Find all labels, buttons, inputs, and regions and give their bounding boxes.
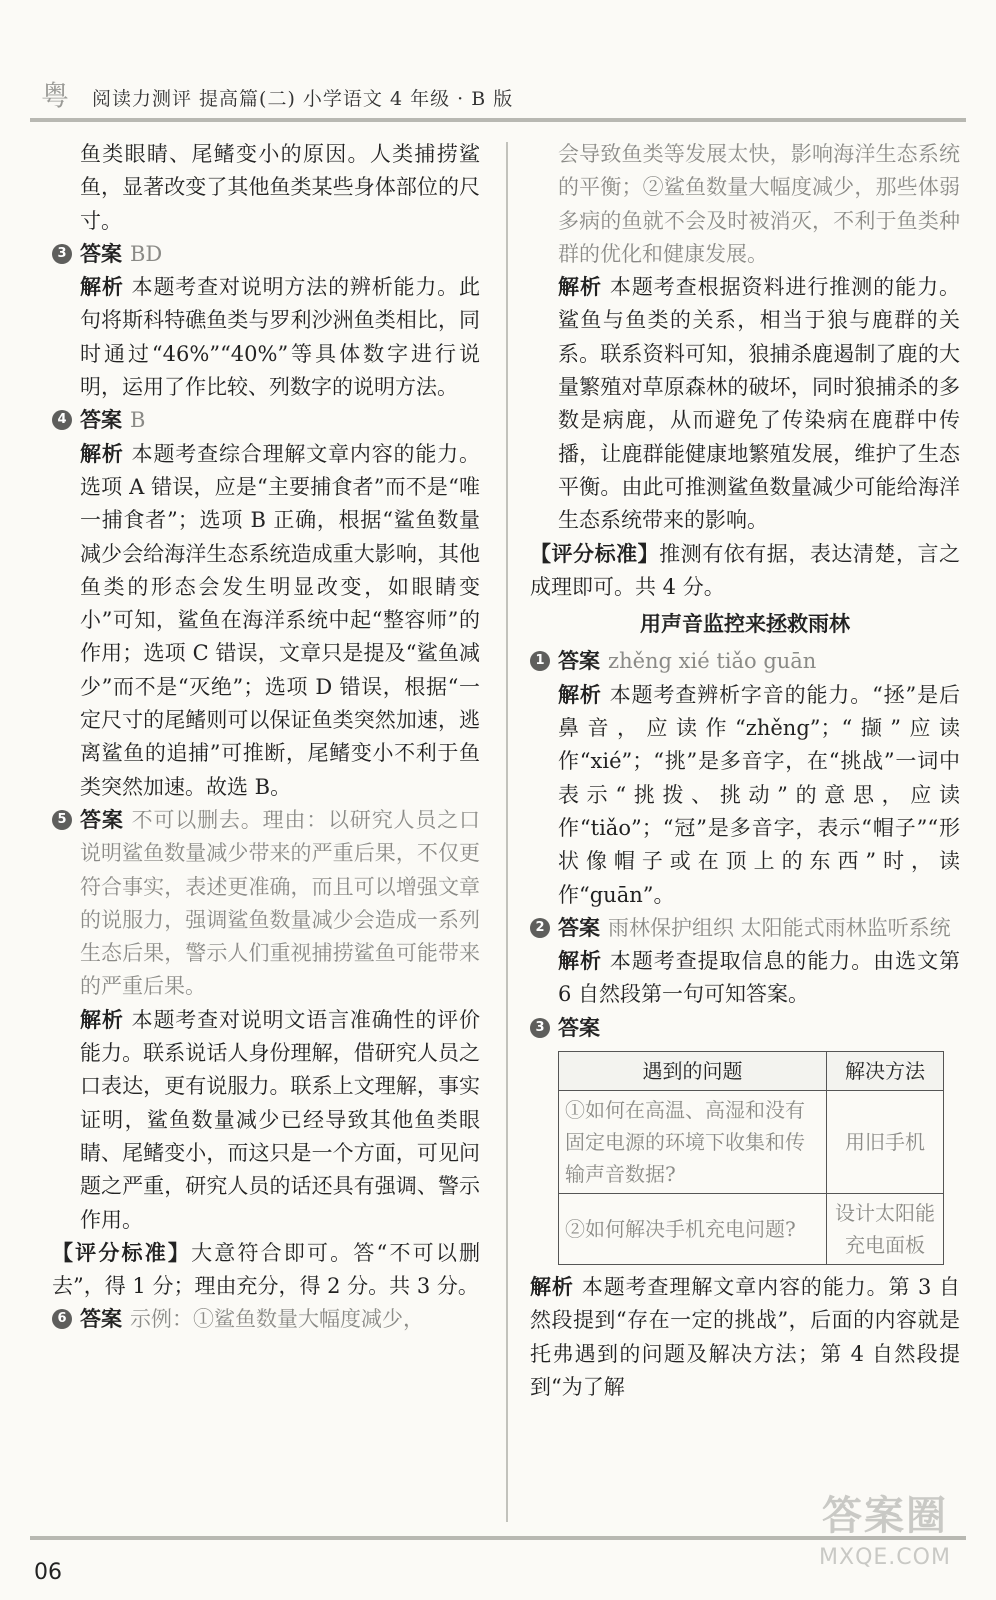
header-title: 阅读力测评 提高篇(二) 小学语文 4 年级 · B 版 [92, 88, 514, 110]
analysis-label: 解析 [80, 441, 124, 466]
page-header [30, 78, 966, 122]
grading-label: 【评分标准】 [530, 541, 660, 566]
grading-criteria-6 [530, 538, 960, 605]
grading-label: 【评分标准】 [52, 1240, 192, 1265]
rainforest-question-1 [530, 645, 960, 678]
question-number-badge: 3 [52, 244, 72, 264]
watermark-bottom: MXQE.COM [819, 1545, 951, 1570]
answer-text: 不可以删去。理由：以研究人员之口说明鲨鱼数量减少带来的严重后果，不仅更符合事实，表述更准确，而且可以增强文章的说服力，强调鲨鱼数量减少会造成一系列生态后果，警示人们重视捕捞鲨鱼可能带来的严重后果。 [80, 807, 481, 999]
question-number-badge: 4 [52, 410, 72, 430]
analysis-text: 本题考查提取信息的能力。由选文第 6 自然段第一句可知答案。 [558, 949, 961, 1007]
analysis-label: 解析 [80, 1007, 124, 1032]
table-row [559, 1091, 944, 1194]
analysis-label: 解析 [80, 275, 124, 300]
grading-text: 大意符合即可。答“不可以删去”，得 1 分；理由充分，得 2 分。共 3 分。 [52, 1240, 480, 1299]
rainforest-analysis-2 [530, 945, 960, 1012]
table-cell: 用旧手机 [827, 1091, 944, 1194]
analysis-label: 解析 [558, 275, 602, 300]
answer-label: 答案 [80, 408, 122, 433]
publisher-logo: 粤 [40, 79, 69, 112]
analysis-text: 本题考查根据资料进行推测的能力。鲨鱼与鱼类的关系，相当于狼与鹿群的关系。联系资料可知，狼捕杀鹿遏制了鹿的大量繁殖对草原森林的破坏，同时狼捕杀的多数是病鹿，从而避免了传染病在鹿群中传播，让鹿群能健康地繁殖发展，维护了生态平衡。由此可推测鲨鱼数量减少可能给海洋生态系统带来的影响。 [558, 275, 961, 533]
question-3 [52, 238, 480, 271]
answer-label: 答案 [558, 1015, 600, 1040]
question-6 [52, 1303, 480, 1336]
table-header-cell: 解决方法 [827, 1052, 944, 1091]
page-number: 06 [34, 1560, 62, 1585]
intro-paragraph: 鱼类眼睛、尾鳍变小的原因。人类捕捞鲨鱼，显著改变了其他鱼类某些身体部位的尺寸。 [80, 142, 480, 233]
analysis-label: 解析 [558, 682, 602, 707]
answer-label: 答案 [80, 241, 122, 266]
analysis-text: 本题考查综合理解文章内容的能力。选项 A 错误，应是“主要捕食者”而不是“唯一捕食者”；选项 B 正确，根据“鲨鱼数量减少会给海洋生态系统造成重大影响，其他鱼类的形态会发生明显改变，如眼睛变小”可知，鲨鱼在海洋系统中起“整容师”的作用；选项 C 错误，文章只是提及“鲨鱼减少”而不是“灭绝”；选项 D 错误，根据“一定尺寸的尾鳍则可以保证鱼类突然加速，逃离鲨鱼的追捕”可推断，尾鳍变小不利于鱼类突然加速。故选 B。 [80, 441, 481, 799]
answer-label: 答案 [80, 1307, 122, 1332]
rainforest-question-2 [530, 912, 960, 945]
table-row [559, 1194, 944, 1265]
right-column [530, 138, 960, 1404]
answer-text: B [130, 408, 146, 433]
section-title: 用声音监控来拯救雨林 [640, 612, 850, 637]
rainforest-question-3 [530, 1012, 960, 1045]
question-5 [52, 804, 480, 1004]
watermark-top: 答案圈 [822, 1493, 948, 1539]
analysis-5 [52, 1004, 480, 1237]
table-header-cell: 遇到的问题 [559, 1052, 827, 1091]
analysis-4 [52, 438, 480, 804]
problem-solution-table [558, 1051, 944, 1265]
answer-text: zhěng xié tiǎo guān [608, 649, 817, 674]
answer-label: 答案 [558, 915, 600, 940]
watermark [800, 1488, 970, 1592]
grading-criteria-5 [52, 1237, 480, 1304]
analysis-text: 本题考查对说明文语言准确性的评价能力。联系说话人身份理解，借研究人员之口表达，更有说服力。联系上文理解，事实证明，鲨鱼数量减少已经导致其他鱼类眼睛、尾鳍变小，而这只是一个方面，可见问题之严重，研究人员的话还具有强调、警示作用。 [80, 1007, 481, 1232]
analysis-text: 本题考查对说明方法的辨析能力。此句将斯科特礁鱼类与罗利沙洲鱼类相比，同时通过“46%”“40%”等具体数字进行说明，运用了作比较、列数字的说明方法。 [80, 275, 481, 400]
question-number-badge: 1 [530, 651, 550, 671]
table-cell: ②如何解决手机充电问题? [559, 1194, 827, 1265]
answer-label: 答案 [558, 649, 600, 674]
analysis-text: 本题考查理解文章内容的能力。第 3 自然段提到“存在一定的挑战”，后面的内容就是托弗遇到的问题及解决方法；第 4 自然段提到“为了解 [530, 1275, 961, 1399]
table-header-row [559, 1052, 944, 1091]
analysis-text: 本题考查辨析字音的能力。“拯”是后鼻音，应读作“zhěng”；“撷”应读作“xié”；“挑”是多音字，在“挑战”一词中表示“挑拨、挑动”的意思，应读作“tiǎo”；“冠”是多音字，表示“帽子”“形状像帽子或在顶上的东西”时，读作“guān”。 [558, 682, 960, 907]
analysis-6 [530, 271, 960, 537]
answer-6-continued: 会导致鱼类等发展太快，影响海洋生态系统的平衡；②鲨鱼数量大幅度减少，那些体弱多病的鱼就不会及时被消灭，不利于鱼类种群的优化和健康发展。 [558, 142, 960, 266]
question-number-badge: 3 [530, 1018, 550, 1038]
answer-label: 答案 [80, 807, 124, 832]
question-number-badge: 5 [52, 810, 72, 830]
analysis-label: 解析 [530, 1275, 574, 1300]
question-number-badge: 2 [530, 918, 550, 938]
answer-text: BD [130, 241, 163, 266]
rainforest-analysis-3 [530, 1271, 960, 1404]
question-number-badge: 6 [52, 1309, 72, 1329]
answer-text: 雨林保护组织 太阳能式雨林监听系统 [608, 915, 951, 940]
grading-text: 推测有依有据，表达清楚，言之成理即可。共 4 分。 [530, 541, 961, 599]
table-cell: 设计太阳能充电面板 [827, 1194, 944, 1265]
analysis-label: 解析 [558, 949, 602, 974]
left-column [52, 138, 480, 1337]
analysis-3 [52, 271, 480, 404]
column-divider [506, 142, 508, 1522]
rainforest-analysis-1 [530, 679, 960, 912]
question-4 [52, 404, 480, 437]
answer-text: 示例：①鲨鱼数量大幅度减少， [130, 1307, 424, 1332]
table-cell: ①如何在高温、高湿和没有固定电源的环境下收集和传输声音数据? [559, 1091, 827, 1194]
